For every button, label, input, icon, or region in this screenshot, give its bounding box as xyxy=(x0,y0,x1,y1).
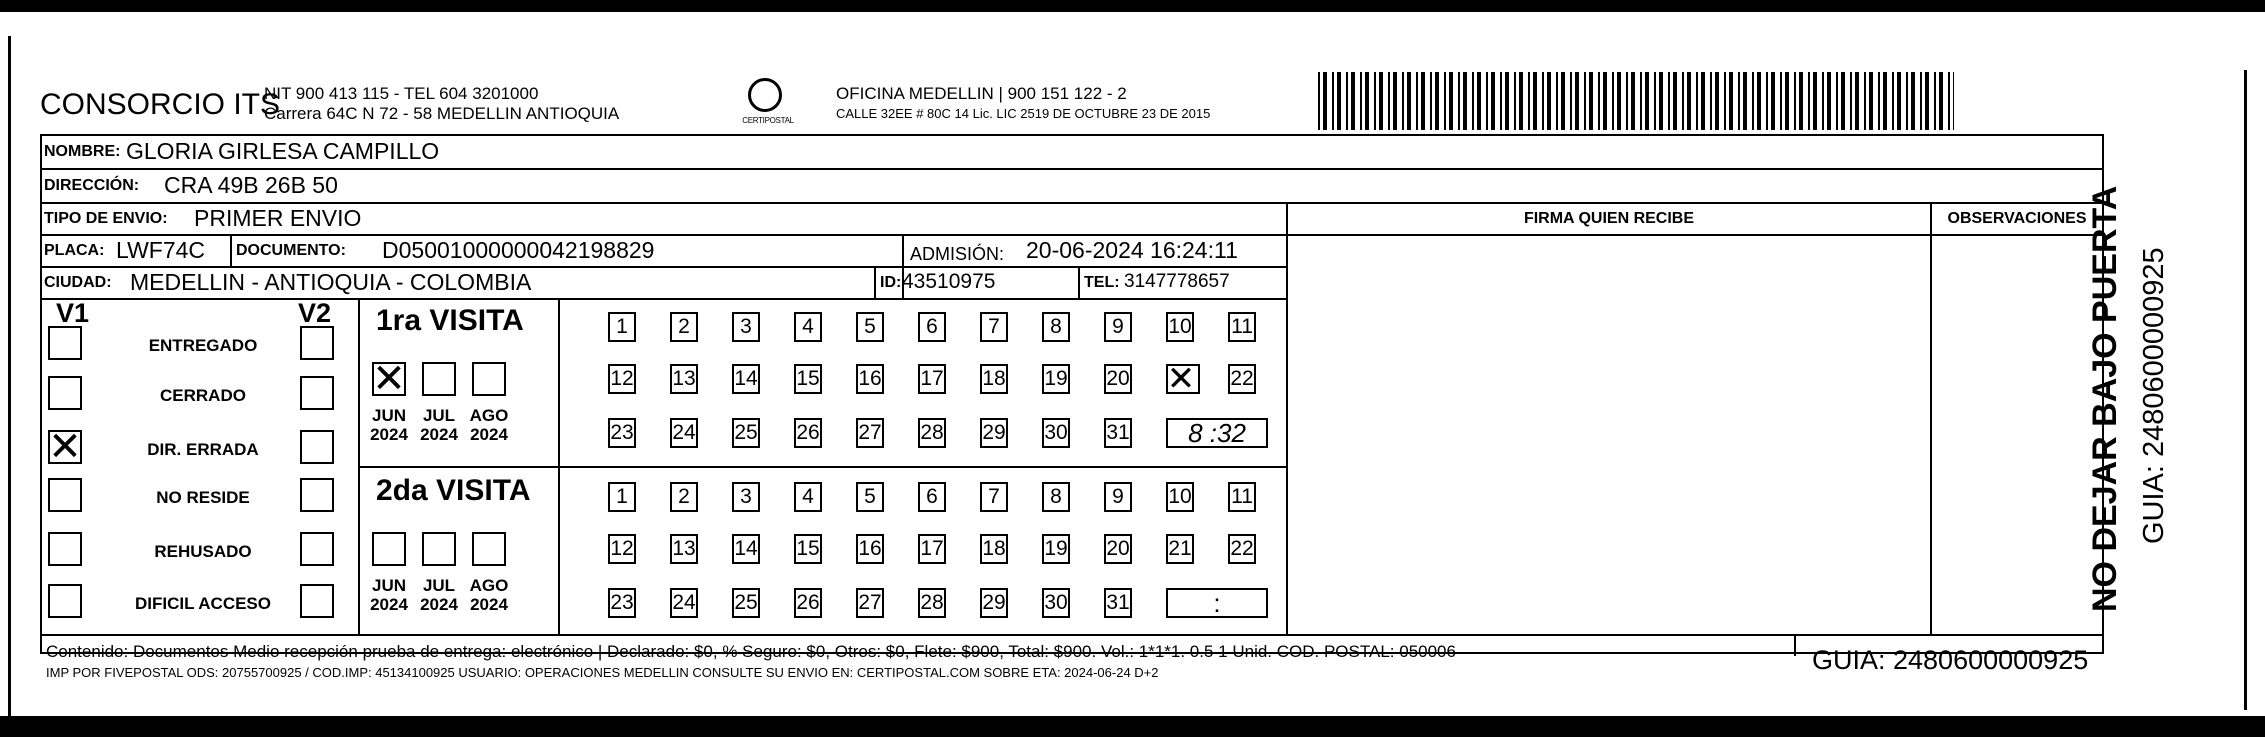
day-box[interactable]: 8 xyxy=(1042,312,1070,342)
paper-edge xyxy=(8,36,11,716)
barcode-bar xyxy=(1953,72,1954,130)
day-box[interactable]: 19 xyxy=(1042,364,1070,394)
barcode-bar xyxy=(1556,72,1558,130)
day-box[interactable]: 1 xyxy=(608,312,636,342)
barcode-bar xyxy=(1365,72,1369,130)
tel-label: TEL: xyxy=(1084,274,1120,291)
barcode-bar xyxy=(1696,72,1698,130)
day-box[interactable]: 5 xyxy=(856,482,884,512)
tel-value: 3147778657 xyxy=(1124,271,1230,292)
side-guia-number: GUIA: 2480600000925 xyxy=(2138,247,2170,544)
documento-value: D05001000000042198829 xyxy=(382,237,655,263)
barcode-bar xyxy=(1850,72,1852,130)
barcode-bar xyxy=(1584,72,1586,130)
x-mark-icon: ✕ xyxy=(372,357,406,401)
day-box[interactable]: 30 xyxy=(1042,418,1070,448)
barcode-bar xyxy=(1421,72,1425,130)
certipostal-logo-icon xyxy=(748,78,782,112)
day-box[interactable]: 27 xyxy=(856,588,884,618)
barcode-bar xyxy=(1337,72,1341,130)
day-box[interactable]: 30 xyxy=(1042,588,1070,618)
day-box[interactable]: 26 xyxy=(794,418,822,448)
barcode-bar xyxy=(1360,72,1362,130)
barcode-bar xyxy=(1323,72,1327,130)
day-box[interactable]: 24 xyxy=(670,418,698,448)
barcode-bar xyxy=(1948,72,1950,130)
v1-checkbox[interactable] xyxy=(48,584,82,618)
v1-checkbox[interactable] xyxy=(48,425,82,469)
direccion-label: DIRECCIÓN: xyxy=(44,177,140,194)
barcode-bar xyxy=(1458,72,1460,130)
day-box[interactable]: 29 xyxy=(980,588,1008,618)
nombre-value: GLORIA GIRLESA CAMPILLO xyxy=(126,138,440,164)
day-box[interactable]: 20 xyxy=(1104,534,1132,564)
day-box[interactable]: 16 xyxy=(856,534,884,564)
barcode-bar xyxy=(1757,72,1761,130)
barcode-bar xyxy=(1435,72,1439,130)
day-box[interactable]: 11 xyxy=(1228,482,1256,512)
barcode-bar xyxy=(1869,72,1873,130)
barcode-bar xyxy=(1687,72,1691,130)
barcode-bar xyxy=(1449,72,1453,130)
barcode-bar xyxy=(1430,72,1432,130)
barcode-bar xyxy=(1785,72,1789,130)
paper-edge-right xyxy=(2244,70,2247,710)
day-box[interactable]: 6 xyxy=(918,482,946,512)
barcode-bar xyxy=(1892,72,1894,130)
barcode-bar xyxy=(1673,72,1677,130)
day-box[interactable]: 15 xyxy=(794,364,822,394)
barcode-bar xyxy=(1920,72,1922,130)
day-box[interactable]: 20 xyxy=(1104,364,1132,394)
barcode-bar xyxy=(1701,72,1705,130)
barcode-bar xyxy=(1827,72,1831,130)
barcode-bar xyxy=(1911,72,1915,130)
barcode-bar xyxy=(1710,72,1712,130)
barcode-bar xyxy=(1388,72,1390,130)
barcode-bar xyxy=(1589,72,1593,130)
barcode-bar xyxy=(1631,72,1635,130)
barcode-bar xyxy=(1505,72,1509,130)
v1-checkbox[interactable] xyxy=(48,532,82,566)
office-license: CALLE 32EE # 80C 14 Lic. LIC 2519 DE OCTUBRE 23 DE 2015 xyxy=(836,106,1211,121)
barcode-bar xyxy=(1813,72,1817,130)
ciudad-label: CIUDAD: xyxy=(44,274,112,291)
v2-checkbox[interactable] xyxy=(300,478,334,512)
barcode-bar xyxy=(1407,72,1411,130)
footer-print-line: IMP POR FIVEPOSTAL ODS: 20755700925 / COD.IMP: 45134100925 USUARIO: OPERACIONES MEDELLIN CONSULTE SU ENVIO EN: CERTIPOSTAL.COM SOBRE ETA: 2024-06-24 D+2 xyxy=(46,665,1159,680)
barcode-bar xyxy=(1822,72,1824,130)
day-box[interactable]: 22 xyxy=(1228,534,1256,564)
top-scan-border xyxy=(0,0,2265,12)
status-label: DIR. ERRADA xyxy=(147,440,259,459)
barcode-bar xyxy=(1808,72,1810,130)
day-box[interactable]: 24 xyxy=(670,588,698,618)
barcode-bar xyxy=(1416,72,1418,130)
day-box[interactable]: 9 xyxy=(1104,482,1132,512)
admision-value: 20-06-2024 16:24:11 xyxy=(1026,237,1238,263)
barcode-bar xyxy=(1332,72,1334,130)
company-nit: NIT 900 413 115 - TEL 604 3201000 xyxy=(264,84,539,103)
day-box[interactable]: 14 xyxy=(732,534,760,564)
day-box[interactable]: 12 xyxy=(608,534,636,564)
month-label: JUL 2024 xyxy=(420,576,458,614)
day-box[interactable]: 8 xyxy=(1042,482,1070,512)
id-label: ID: xyxy=(880,274,902,291)
barcode-bar xyxy=(1841,72,1845,130)
footer-guia: GUIA: 2480600000925 xyxy=(1812,645,2089,675)
barcode-bar xyxy=(1519,72,1523,130)
day-box[interactable]: 12 xyxy=(608,364,636,394)
status-label: NO RESIDE xyxy=(156,488,250,507)
day-box[interactable]: 14 xyxy=(732,364,760,394)
barcode-bar xyxy=(1925,72,1929,130)
day-box[interactable]: 23 xyxy=(608,418,636,448)
day-box[interactable]: 4 xyxy=(794,482,822,512)
day-box[interactable]: 28 xyxy=(918,588,946,618)
day-box[interactable]: 1 xyxy=(608,482,636,512)
barcode-bar xyxy=(1738,72,1740,130)
barcode-bar xyxy=(1547,72,1551,130)
barcode-bar xyxy=(1346,72,1348,130)
day-box[interactable]: 13 xyxy=(670,364,698,394)
day-box[interactable]: 5 xyxy=(856,312,884,342)
day-box[interactable]: 25 xyxy=(732,588,760,618)
v2-checkbox[interactable] xyxy=(300,326,334,360)
footer-content-line: Contenido: Documentos Medio recepción prueba de entrega: electrónico | Declarado: $0, % Seguro: $0, Otros: $0, Flete: $900, Total: $900. Vol.: 1*1*1. 0.5 1 Unid. COD. POSTAL: 050006 xyxy=(46,642,1456,661)
month-checkbox[interactable] xyxy=(372,532,406,566)
day-box[interactable] xyxy=(1166,360,1200,398)
barcode-bar xyxy=(1528,72,1530,130)
day-box[interactable]: 15 xyxy=(794,534,822,564)
day-box[interactable]: 3 xyxy=(732,312,760,342)
guide-form xyxy=(40,134,2104,654)
month-checkbox[interactable] xyxy=(372,357,406,401)
v1-checkbox[interactable] xyxy=(48,478,82,512)
barcode-bar xyxy=(1598,72,1600,130)
month-label: AGO 2024 xyxy=(469,406,509,444)
day-box[interactable]: 10 xyxy=(1166,312,1194,342)
id-value: 43510975 xyxy=(902,270,996,293)
month-checkbox[interactable] xyxy=(422,532,456,566)
day-box[interactable]: 9 xyxy=(1104,312,1132,342)
barcode-bar xyxy=(1855,72,1859,130)
barcode-bar xyxy=(1836,72,1838,130)
day-box[interactable]: 29 xyxy=(980,418,1008,448)
barcode-bar xyxy=(1575,72,1579,130)
day-box[interactable]: 25 xyxy=(732,418,760,448)
ciudad-value: MEDELLIN - ANTIOQUIA - COLOMBIA xyxy=(130,269,532,295)
day-box[interactable]: 17 xyxy=(918,364,946,394)
month-checkbox[interactable] xyxy=(472,362,506,396)
barcode-bar xyxy=(1603,72,1607,130)
visit-1-title: 1ra VISITA xyxy=(376,304,524,337)
day-box[interactable]: 11 xyxy=(1228,312,1256,342)
day-box[interactable]: 23 xyxy=(608,588,636,618)
placa-label: PLACA: xyxy=(44,242,105,259)
barcode-bar xyxy=(1645,72,1649,130)
barcode-bar xyxy=(1514,72,1516,130)
documento-label: DOCUMENTO: xyxy=(236,242,346,259)
day-box[interactable]: 26 xyxy=(794,588,822,618)
month-label: JUN 2024 xyxy=(370,406,408,444)
barcode-bar xyxy=(1379,72,1383,130)
day-box[interactable]: 31 xyxy=(1104,588,1132,618)
x-mark-icon: ✕ xyxy=(48,425,82,469)
tipo-envio-label: TIPO DE ENVIO: xyxy=(44,210,168,227)
barcode-bar xyxy=(1897,72,1901,130)
v2-checkbox[interactable] xyxy=(300,584,334,618)
x-mark-icon: ✕ xyxy=(1166,360,1196,398)
logo-text: CERTIPOSTAL xyxy=(742,116,794,125)
barcode-bar xyxy=(1318,72,1320,130)
barcode-bar xyxy=(1878,72,1880,130)
day-box[interactable]: 2 xyxy=(670,312,698,342)
barcode-bar xyxy=(1491,72,1495,130)
barcode-bar xyxy=(1752,72,1754,130)
time-box[interactable]: : xyxy=(1166,588,1268,618)
v1-checkbox[interactable] xyxy=(48,326,82,360)
barcode-bar xyxy=(1486,72,1488,130)
status-label: REHUSADO xyxy=(154,542,252,561)
company-address: Carrera 64C N 72 - 58 MEDELLIN ANTIOQUIA xyxy=(264,104,620,123)
barcode-bar xyxy=(1640,72,1642,130)
barcode-bar xyxy=(1771,72,1775,130)
status-label: CERRADO xyxy=(160,386,246,405)
office-info xyxy=(836,84,1210,124)
month-label: JUN 2024 xyxy=(370,576,408,614)
observaciones-header: OBSERVACIONES xyxy=(1947,210,2087,227)
day-box[interactable]: 27 xyxy=(856,418,884,448)
day-box[interactable]: 17 xyxy=(918,534,946,564)
barcode-bar xyxy=(1780,72,1782,130)
barcode-bar xyxy=(1402,72,1404,130)
status-label: ENTREGADO xyxy=(148,336,258,355)
barcode-bar xyxy=(1794,72,1796,130)
barcode-icon xyxy=(1318,72,1954,130)
day-box[interactable]: 18 xyxy=(980,534,1008,564)
barcode-bar xyxy=(1668,72,1670,130)
placa-value: LWF74C xyxy=(116,237,206,263)
barcode-bar xyxy=(1682,72,1684,130)
v2-checkbox[interactable] xyxy=(300,376,334,410)
barcode-bar xyxy=(1542,72,1544,130)
time-box[interactable]: 8 :32 xyxy=(1166,418,1268,448)
day-box[interactable]: 18 xyxy=(980,364,1008,394)
v1-checkbox[interactable] xyxy=(48,376,82,410)
month-label: JUL 2024 xyxy=(420,406,458,444)
barcode-bar xyxy=(1533,72,1537,130)
barcode-bar xyxy=(1883,72,1887,130)
barcode-bar xyxy=(1724,72,1726,130)
barcode-bar xyxy=(1766,72,1768,130)
barcode-bar xyxy=(1617,72,1621,130)
barcode-bar xyxy=(1626,72,1628,130)
company-name: CONSORCIO ITS xyxy=(40,88,281,121)
day-box[interactable]: 13 xyxy=(670,534,698,564)
barcode-bar xyxy=(1472,72,1474,130)
v2-checkbox[interactable] xyxy=(300,430,334,464)
barcode-bar xyxy=(1444,72,1446,130)
barcode-bar xyxy=(1374,72,1376,130)
day-box[interactable]: 28 xyxy=(918,418,946,448)
month-label: AGO 2024 xyxy=(469,576,509,614)
barcode-bar xyxy=(1659,72,1663,130)
nombre-label: NOMBRE: xyxy=(44,143,121,160)
v2-header: V2 xyxy=(298,298,332,328)
barcode-bar xyxy=(1906,72,1908,130)
status-label: DIFICIL ACCESO xyxy=(134,594,271,613)
day-box[interactable]: 7 xyxy=(980,482,1008,512)
company-info xyxy=(264,84,619,124)
day-box[interactable]: 16 xyxy=(856,364,884,394)
barcode-bar xyxy=(1799,72,1803,130)
day-box[interactable]: 22 xyxy=(1228,364,1256,394)
day-box[interactable]: 21 xyxy=(1166,534,1194,564)
day-box[interactable]: 19 xyxy=(1042,534,1070,564)
office-name: OFICINA MEDELLIN | 900 151 122 - 2 xyxy=(836,84,1127,103)
barcode-bar xyxy=(1561,72,1565,130)
day-box[interactable]: 10 xyxy=(1166,482,1194,512)
day-box[interactable]: 4 xyxy=(794,312,822,342)
day-box[interactable]: 31 xyxy=(1104,418,1132,448)
barcode-bar xyxy=(1864,72,1866,130)
barcode-bar xyxy=(1477,72,1481,130)
barcode-bar xyxy=(1393,72,1397,130)
visit-2-title: 2da VISITA xyxy=(376,474,531,507)
day-box[interactable]: 7 xyxy=(980,312,1008,342)
day-box[interactable]: 6 xyxy=(918,312,946,342)
barcode-bar xyxy=(1612,72,1614,130)
v2-checkbox[interactable] xyxy=(300,532,334,566)
barcode-bar xyxy=(1500,72,1502,130)
barcode-bar xyxy=(1570,72,1572,130)
v1-header: V1 xyxy=(56,298,90,328)
barcode-bar xyxy=(1715,72,1719,130)
tipo-envio-value: PRIMER ENVIO xyxy=(194,205,362,231)
barcode-bar xyxy=(1654,72,1656,130)
day-box[interactable]: 2 xyxy=(670,482,698,512)
day-box[interactable]: 3 xyxy=(732,482,760,512)
barcode-bar xyxy=(1463,72,1467,130)
barcode-bar xyxy=(1743,72,1747,130)
month-checkbox[interactable] xyxy=(472,532,506,566)
barcode-bar xyxy=(1351,72,1355,130)
barcode-bar xyxy=(1934,72,1936,130)
barcode-bar xyxy=(1939,72,1943,130)
firma-header: FIRMA QUIEN RECIBE xyxy=(1523,210,1695,227)
direccion-value: CRA 49B 26B 50 xyxy=(164,172,338,198)
bottom-scan-border xyxy=(0,716,2265,737)
month-checkbox[interactable] xyxy=(422,362,456,396)
no-dejar-bajo-puerta: NO DEJAR BAJO PUERTA xyxy=(2086,185,2124,612)
barcode-bar xyxy=(1729,72,1733,130)
admision-label: ADMISIÓN: xyxy=(910,244,1005,264)
